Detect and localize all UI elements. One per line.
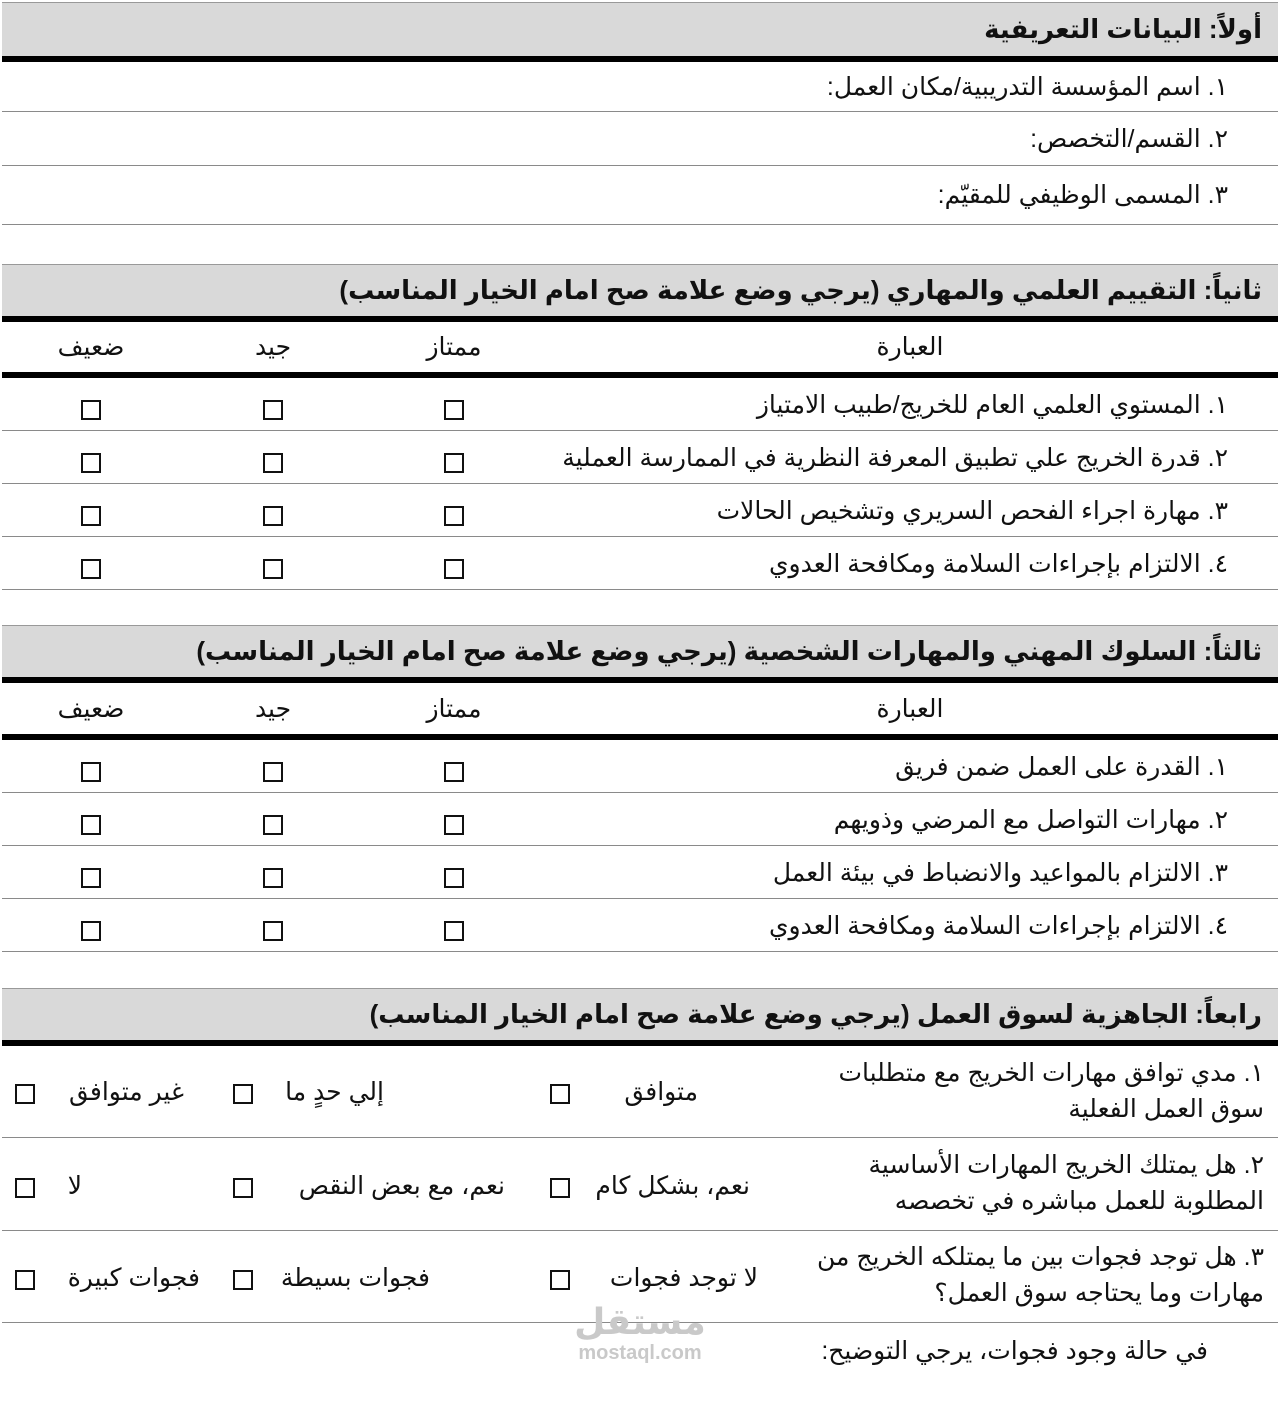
- s3-item-2-weak-checkbox[interactable]: [81, 815, 101, 835]
- q1-option2-label: إلي حدٍ ما: [285, 1078, 384, 1106]
- q3-line1: ٣. هل توجد فجوات بين ما يمتلكه الخريج من: [817, 1243, 1264, 1271]
- s3-item-1-good-checkbox[interactable]: [263, 762, 283, 782]
- header-rule: [2, 734, 1278, 740]
- divider: [2, 898, 1278, 899]
- s2-item-2: ٢. قدرة الخريج علي تطبيق المعرفة النظرية في الممارسة العملية: [562, 444, 1228, 472]
- q1-option1-label: متوافق: [624, 1078, 698, 1106]
- s3-item-3-excellent-checkbox[interactable]: [444, 868, 464, 888]
- s3-item-1-weak-checkbox[interactable]: [81, 762, 101, 782]
- s2-item-3: ٣. مهارة اجراء الفحص السريري وتشخيص الحالات: [716, 497, 1228, 525]
- header-excellent: ممتاز: [426, 695, 482, 723]
- header-statement: العبارة: [876, 333, 944, 361]
- header-good: جيد: [254, 695, 292, 723]
- q2-option3-label: لا: [67, 1172, 82, 1200]
- q3-option3-checkbox[interactable]: [15, 1270, 35, 1290]
- q2-option3-checkbox[interactable]: [15, 1178, 35, 1198]
- s3-item-3-good-checkbox[interactable]: [263, 868, 283, 888]
- q3-option2-checkbox[interactable]: [233, 1270, 253, 1290]
- s3-item-2-good-checkbox[interactable]: [263, 815, 283, 835]
- watermark-latin: mostaql.com: [578, 1341, 702, 1364]
- s2-item-2-weak-checkbox[interactable]: [81, 453, 101, 473]
- s3-item-4-weak-checkbox[interactable]: [81, 921, 101, 941]
- header-rule: [2, 372, 1278, 378]
- divider: [2, 589, 1278, 590]
- divider: [2, 536, 1278, 537]
- s2-item-1-good-checkbox[interactable]: [263, 400, 283, 420]
- s3-item-3-weak-checkbox[interactable]: [81, 868, 101, 888]
- s2-item-1-excellent-checkbox[interactable]: [444, 400, 464, 420]
- s2-item-4-good-checkbox[interactable]: [263, 559, 283, 579]
- header-statement: العبارة: [876, 695, 944, 723]
- divider: [2, 792, 1278, 793]
- q2-line2: المطلوبة للعمل مباشره في تخصصه: [894, 1187, 1264, 1215]
- s2-item-4: ٤. الالتزام بإجراءات السلامة ومكافحة العدوي: [768, 550, 1228, 578]
- q1-line1: ١. مدي توافق مهارات الخريج مع متطلبات: [838, 1059, 1264, 1087]
- divider: [2, 430, 1278, 431]
- section2-title: ثانياً: التقييم العلمي والمهاري (يرجي وضع علامة صح امام الخيار المناسب): [2, 264, 1278, 322]
- s3-item-4: ٤. الالتزام بإجراءات السلامة ومكافحة العدوي: [768, 912, 1228, 940]
- divider: [2, 845, 1278, 846]
- section3-title: ثالثاً: السلوك المهني والمهارات الشخصية (يرجي وضع علامة صح امام الخيار المناسب): [2, 625, 1278, 683]
- s2-item-2-excellent-checkbox[interactable]: [444, 453, 464, 473]
- institution-field-label: ١. اسم المؤسسة التدريبية/مكان العمل:: [826, 73, 1228, 101]
- q3-option1-checkbox[interactable]: [550, 1270, 570, 1290]
- divider: [2, 483, 1278, 484]
- q2-option1-label: نعم، بشكل كام: [595, 1172, 750, 1200]
- s3-item-4-good-checkbox[interactable]: [263, 921, 283, 941]
- s3-item-2-excellent-checkbox[interactable]: [444, 815, 464, 835]
- q3-option1-label: لا توجد فجوات: [609, 1264, 758, 1292]
- gaps-explanation-label: في حالة وجود فجوات، يرجي التوضيح:: [821, 1337, 1208, 1365]
- header-excellent: ممتاز: [426, 333, 482, 361]
- q3-line2: مهارات وما يحتاجه سوق العمل؟: [934, 1279, 1264, 1307]
- s2-item-1-weak-checkbox[interactable]: [81, 400, 101, 420]
- section4-title: رابعاً: الجاهزية لسوق العمل (يرجي وضع علامة صح امام الخيار المناسب): [2, 988, 1278, 1046]
- mostaql-watermark: [560, 1302, 720, 1364]
- header-good: جيد: [254, 333, 292, 361]
- divider: [2, 951, 1278, 952]
- divider: [2, 165, 1278, 166]
- q2-option2-label: نعم، مع بعض النقص: [298, 1172, 505, 1200]
- divider: [2, 1230, 1278, 1231]
- s3-item-4-excellent-checkbox[interactable]: [444, 921, 464, 941]
- q1-option2-checkbox[interactable]: [233, 1084, 253, 1104]
- s2-item-3-excellent-checkbox[interactable]: [444, 506, 464, 526]
- s2-item-1: ١. المستوي العلمي العام للخريج/طبيب الامتياز: [756, 391, 1228, 419]
- job-title-field-label: ٣. المسمى الوظيفي للمقيّم:: [937, 181, 1228, 209]
- s3-item-1-excellent-checkbox[interactable]: [444, 762, 464, 782]
- watermark-arabic: مستقل: [574, 1301, 706, 1342]
- header-weak: ضعيف: [57, 695, 125, 723]
- divider: [2, 1137, 1278, 1138]
- divider: [2, 111, 1278, 112]
- q3-option3-label: فجوات كبيرة: [67, 1264, 200, 1292]
- s2-item-3-good-checkbox[interactable]: [263, 506, 283, 526]
- q2-option1-checkbox[interactable]: [550, 1178, 570, 1198]
- q1-line2: سوق العمل الفعلية: [1068, 1095, 1264, 1123]
- q2-option2-checkbox[interactable]: [233, 1178, 253, 1198]
- s3-item-2: ٢. مهارات التواصل مع المرضي وذويهم: [833, 806, 1228, 834]
- section1-title: أولاً: البيانات التعريفية: [2, 2, 1278, 62]
- s3-item-3: ٣. الالتزام بالمواعيد والانضباط في بيئة العمل: [772, 859, 1228, 887]
- s2-item-2-good-checkbox[interactable]: [263, 453, 283, 473]
- divider: [2, 224, 1278, 225]
- s2-item-4-excellent-checkbox[interactable]: [444, 559, 464, 579]
- q1-option1-checkbox[interactable]: [550, 1084, 570, 1104]
- q1-option3-checkbox[interactable]: [15, 1084, 35, 1104]
- header-weak: ضعيف: [57, 333, 125, 361]
- s3-item-1: ١. القدرة على العمل ضمن فريق: [895, 753, 1228, 781]
- s2-item-4-weak-checkbox[interactable]: [81, 559, 101, 579]
- department-field-label: ٢. القسم/التخصص:: [1030, 125, 1228, 153]
- q2-line1: ٢. هل يمتلك الخريج المهارات الأساسية: [868, 1151, 1264, 1179]
- q1-option3-label: غير متوافق: [69, 1078, 184, 1106]
- q3-option2-label: فجوات بسيطة: [280, 1264, 430, 1292]
- s2-item-3-weak-checkbox[interactable]: [81, 506, 101, 526]
